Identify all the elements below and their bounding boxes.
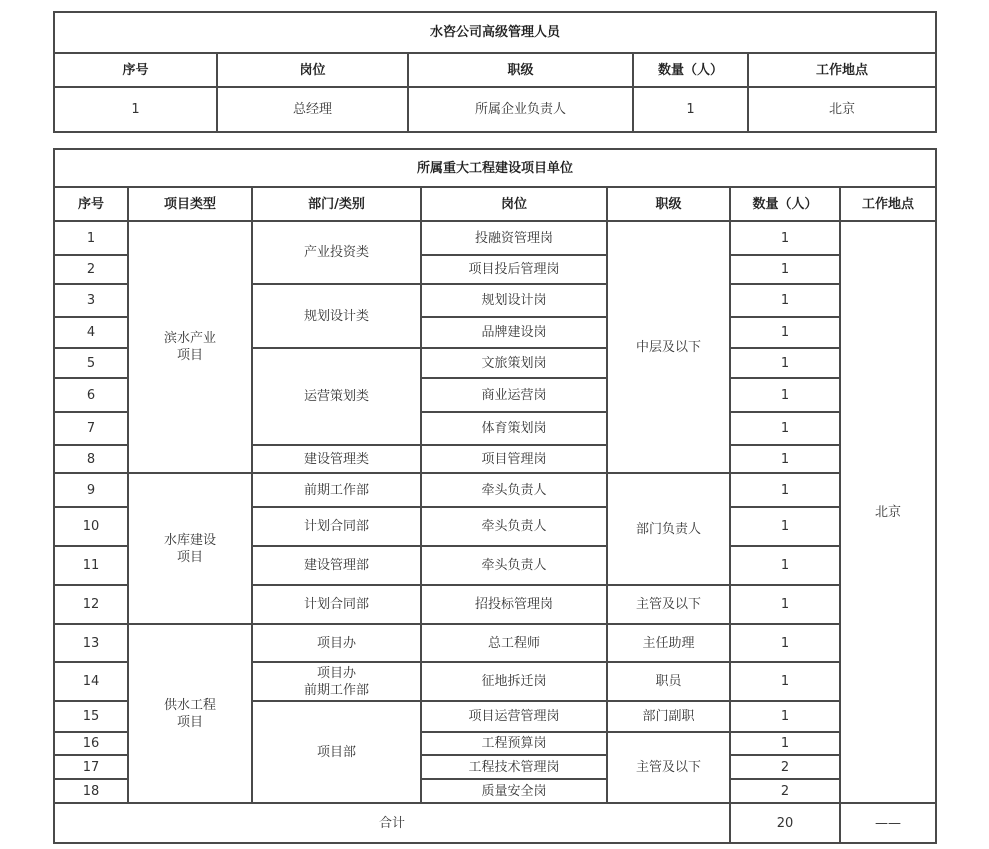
cell-position: 项目管理岗 [421,445,607,473]
cell-position: 总经理 [217,87,408,132]
cell-position: 商业运营岗 [421,378,607,412]
cell-department: 项目办 [252,624,421,662]
cell-seq: 8 [54,445,128,473]
table1-title: 水咨公司高级管理人员 [54,12,936,53]
cell-seq: 10 [54,507,128,546]
cell-position: 投融资管理岗 [421,221,607,255]
cell-position: 品牌建设岗 [421,317,607,348]
cell-seq: 15 [54,701,128,732]
table-row [54,624,936,662]
cell-department: 规划设计类 [252,284,421,348]
cell-seq: 1 [54,87,217,132]
header-department: 部门/类别 [252,187,421,221]
table2-title: 所属重大工程建设项目单位 [54,149,936,187]
cell-position: 工程技术管理岗 [421,755,607,779]
cell-position: 文旅策划岗 [421,348,607,378]
cell-project-type: 滨水产业 项目 [128,221,252,473]
total-value: 20 [730,803,840,843]
total-row [54,803,936,843]
cell-seq: 12 [54,585,128,624]
table-row [54,221,936,255]
cell-rank: 主管及以下 [607,585,730,624]
cell-quantity: 1 [730,317,840,348]
cell-project-type: 供水工程 项目 [128,624,252,803]
cell-quantity: 1 [730,473,840,507]
cell-seq: 18 [54,779,128,803]
cell-seq: 17 [54,755,128,779]
cell-quantity: 1 [730,624,840,662]
cell-department: 项目部 [252,701,421,803]
cell-quantity: 2 [730,779,840,803]
cell-department: 运营策划类 [252,348,421,445]
cell-seq: 6 [54,378,128,412]
cell-quantity: 1 [730,507,840,546]
cell-seq: 1 [54,221,128,255]
cell-department: 计划合同部 [252,507,421,546]
cell-seq: 4 [54,317,128,348]
cell-quantity: 1 [730,662,840,701]
cell-quantity: 1 [730,546,840,585]
header-seq: 序号 [54,53,217,87]
cell-rank: 职员 [607,662,730,701]
cell-seq: 11 [54,546,128,585]
cell-seq: 9 [54,473,128,507]
cell-position: 质量安全岗 [421,779,607,803]
cell-location: 北京 [748,87,936,132]
cell-position: 项目投后管理岗 [421,255,607,284]
cell-department: 计划合同部 [252,585,421,624]
cell-department: 产业投资类 [252,221,421,284]
cell-project-type: 水库建设 项目 [128,473,252,624]
cell-position: 牵头负责人 [421,473,607,507]
header-location: 工作地点 [748,53,936,87]
cell-position: 牵头负责人 [421,546,607,585]
header-quantity: 数量（人） [633,53,748,87]
cell-seq: 16 [54,732,128,755]
header-seq: 序号 [54,187,128,221]
header-project-type: 项目类型 [128,187,252,221]
cell-position: 项目运营管理岗 [421,701,607,732]
cell-quantity: 1 [730,585,840,624]
cell-position: 招投标管理岗 [421,585,607,624]
cell-seq: 7 [54,412,128,445]
cell-department: 项目办 前期工作部 [252,662,421,701]
cell-department: 建设管理部 [252,546,421,585]
cell-quantity: 1 [730,445,840,473]
cell-rank: 部门副职 [607,701,730,732]
cell-quantity: 1 [730,378,840,412]
project-units-table [53,148,937,844]
senior-management-table [53,11,937,133]
cell-seq: 3 [54,284,128,317]
header-position: 岗位 [217,53,408,87]
cell-position: 工程预算岗 [421,732,607,755]
header-rank: 职级 [408,53,633,87]
cell-department: 前期工作部 [252,473,421,507]
cell-quantity: 1 [730,412,840,445]
cell-rank: 主管及以下 [607,732,730,803]
cell-position: 征地拆迁岗 [421,662,607,701]
cell-quantity: 1 [730,255,840,284]
cell-quantity: 1 [730,284,840,317]
cell-location: 北京 [840,221,936,803]
cell-quantity: 1 [730,221,840,255]
header-location: 工作地点 [840,187,936,221]
cell-quantity: 1 [633,87,748,132]
cell-department: 建设管理类 [252,445,421,473]
header-position: 岗位 [421,187,607,221]
total-label: 合计 [54,803,730,843]
cell-rank: 主任助理 [607,624,730,662]
header-rank: 职级 [607,187,730,221]
cell-seq: 5 [54,348,128,378]
cell-seq: 13 [54,624,128,662]
total-location: —— [840,803,936,843]
cell-rank: 部门负责人 [607,473,730,585]
header-quantity: 数量（人） [730,187,840,221]
table-row [54,473,936,507]
table-row [54,87,936,132]
cell-position: 体育策划岗 [421,412,607,445]
cell-quantity: 1 [730,732,840,755]
cell-quantity: 2 [730,755,840,779]
cell-seq: 14 [54,662,128,701]
cell-rank: 所属企业负责人 [408,87,633,132]
cell-position: 牵头负责人 [421,507,607,546]
cell-quantity: 1 [730,701,840,732]
cell-quantity: 1 [730,348,840,378]
cell-position: 总工程师 [421,624,607,662]
cell-seq: 2 [54,255,128,284]
cell-position: 规划设计岗 [421,284,607,317]
cell-rank: 中层及以下 [607,221,730,473]
